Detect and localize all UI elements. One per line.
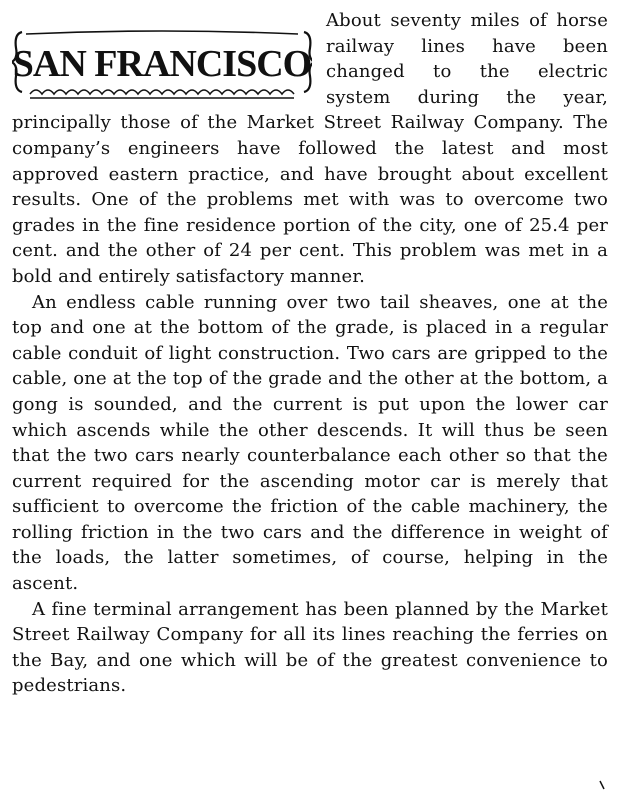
heading-title: SAN FRANCISCO	[12, 43, 312, 85]
stray-ink-mark-icon	[599, 780, 605, 790]
paragraph-1: About seventy miles of horse railway lines have been changed to the electric system during the year, principally those of the Market Street Railway Company. The company’s engineers have followed the latest and most approved eastern practice, and have brought about excellent results. One of the problems met with was to overcome two grades in the fine residence portion of the city, one of 25.4 per cent. and the other of 24 per cent. This problem was met in a bold and entirely satisfactory manner.	[12, 10, 608, 287]
article	[12, 8, 608, 699]
paragraph-2: An endless cable running over two tail sheaves, one at the top and one at the bottom of the grade, is placed in a regular cable conduit of light construction. Two cars are gripped to the cable, one at the top of the grade and the other at the bottom, a gong is sounded, and the current is put upon the lower car which ascends while the other descends. It will thus be seen that the two cars nearly counterbalance each other so that the current required for the ascending motor car is merely that sufficient to overcome the friction of the cable machinery, the rolling friction in the two cars and the difference in weight of the loads, the latter sometimes, of course, helping in the ascent.	[12, 291, 608, 595]
scalloped-border	[30, 90, 294, 98]
paragraph-3: A fine terminal arrangement has been planned by the Market Street Railway Company for all its lines reaching the ferries on the Bay, and one which will be of the greatest convenience to pedestrians.	[12, 598, 608, 697]
decorative-heading	[12, 12, 312, 104]
heading-ornament-icon	[12, 12, 312, 104]
